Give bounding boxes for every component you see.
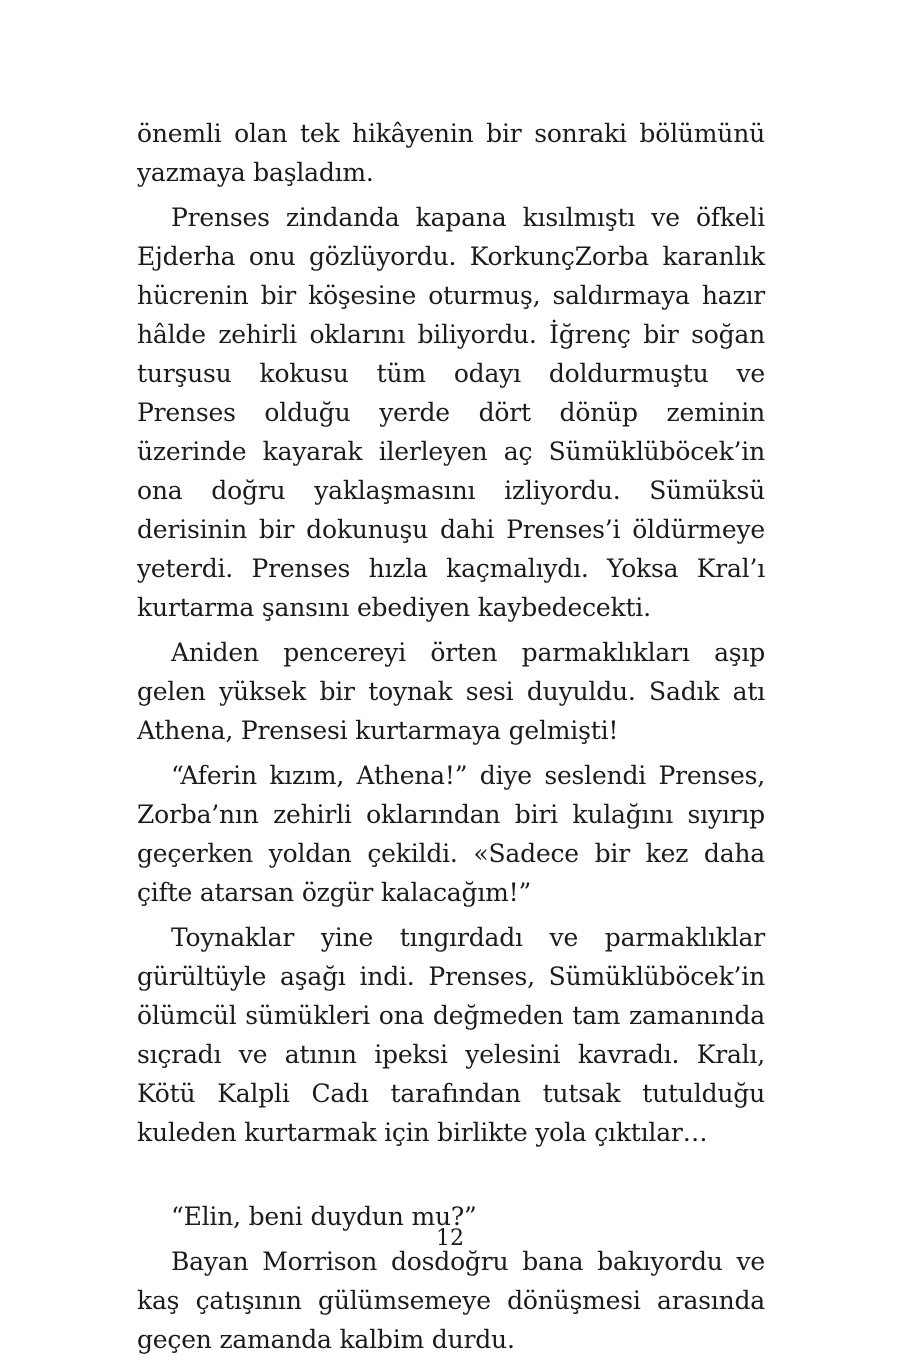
paragraph-hoof-sound: Aniden pencereyi örten parmaklıkları aşıp gelen yüksek bir toynak sesi duyuldu. Sadık atı Athena, Prensesi kurtarmaya gelmişti!: [137, 638, 765, 745]
book-page: [137, 114, 765, 1365]
paragraph-elin-question: “Elin, beni duydun mu?”: [171, 1202, 477, 1231]
paragraph-escape: Toynaklar yine tıngırdadı ve parmaklıklar gürültüyle aşağı indi. Prenses, Sümüklüböcek’in ölümcül sümükleri ona değmeden tam zamanında sıçradı ve atının ipeksi yelesini kavradı. Kralı, Kötü Kalpli Cadı tarafından tutsak tutulduğu kuleden kurtarmak için birlikte yola çıktılar…: [137, 923, 765, 1147]
paragraph-continuation: önemli olan tek hikâyenin bir sonraki bölümünü yazmaya başladım.: [137, 119, 765, 187]
section-break: [137, 1158, 765, 1197]
paragraph-mrs-morrison: Bayan Morrison dosdoğru bana bakıyordu ve kaş çatışının gülümsemeye dönüşmesi arasında geçen zamanda kalbim durdu.: [137, 1247, 765, 1354]
paragraph-athena-dialogue: “Aferin kızım, Athena!” diye seslendi Prenses, Zorba’nın zehirli oklarından biri kulağını sıyırıp geçerken yoldan çekildi. «Sadece bir kez daha çifte atarsan özgür kalacağım!”: [137, 761, 765, 907]
paragraph-princess-dungeon: Prenses zindanda kapana kısılmıştı ve öfkeli Ejderha onu gözlüyordu. KorkunçZorba karanlık hücrenin bir köşesine oturmuş, saldırmaya hazır hâlde zehirli oklarını biliyordu. İğrenç bir soğan turşusu kokusu tüm odayı doldurmuştu ve Prenses olduğu yerde dört dönüp zeminin üzerinde kayarak ilerleyen aç Sümüklüböcek’in ona doğru yaklaşmasını izliyordu. Sümüksü derisinin bir dokunuşu dahi Prenses’i öldürmeye yeterdi. Prenses hızla kaçmalıydı. Yoksa Kral’ı kurtarma şansını ebediyen kaybedecekti.: [137, 203, 765, 622]
page-number: 12: [436, 1226, 464, 1251]
